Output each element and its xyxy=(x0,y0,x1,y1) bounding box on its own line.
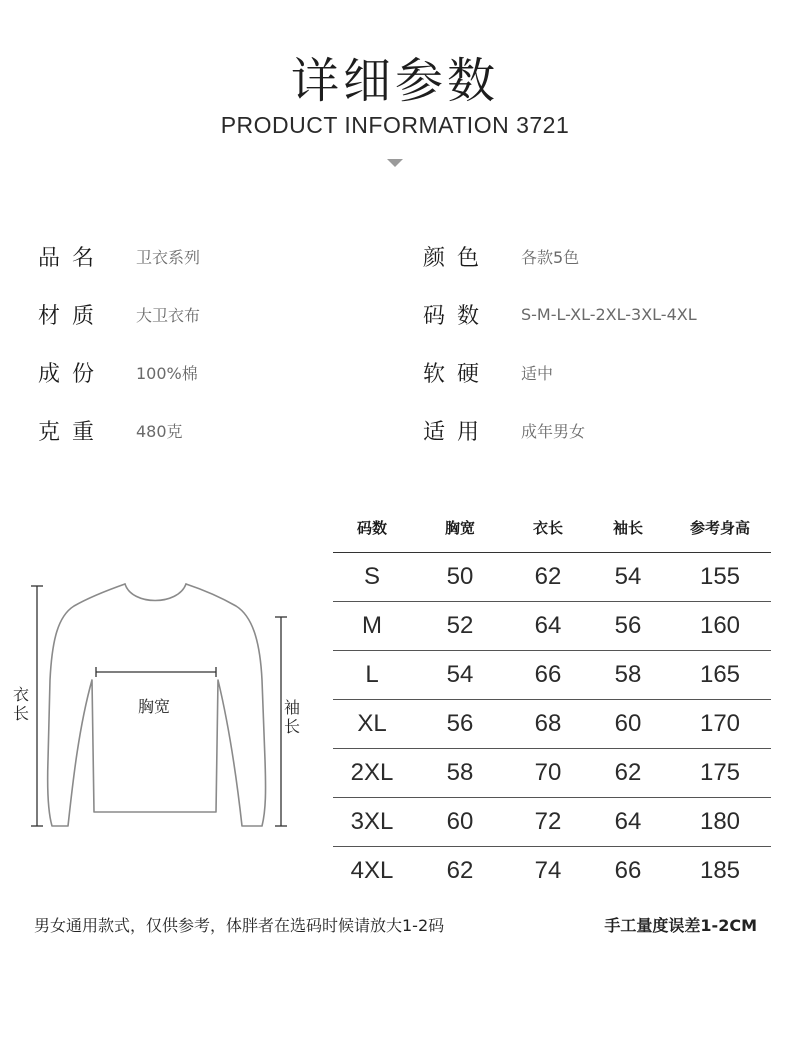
cell-chest: 58 xyxy=(411,749,509,798)
chest-label: 胸宽 xyxy=(138,697,171,716)
cell-sleeve: 62 xyxy=(587,749,669,798)
spec-item xyxy=(38,299,200,329)
header-sleeve: 袖长 xyxy=(587,503,669,553)
cell-sleeve: 58 xyxy=(587,651,669,700)
spec-item xyxy=(423,357,553,387)
cell-sleeve: 54 xyxy=(587,553,669,602)
spec-value: 大卫衣布 xyxy=(136,305,201,325)
cell-length: 66 xyxy=(509,651,587,700)
spec-value: 成年男女 xyxy=(521,421,586,441)
cell-length: 68 xyxy=(509,700,587,749)
length-label: 衣长 xyxy=(12,685,29,723)
cell-size: XL xyxy=(333,700,411,749)
table-row xyxy=(333,798,771,847)
size-note: 男女通用款式，仅供参考，体胖者在选码时候请放大1-2码 xyxy=(34,916,445,935)
cell-height: 180 xyxy=(669,798,771,847)
cell-size: 3XL xyxy=(333,798,411,847)
spec-label: 材质 xyxy=(38,303,107,329)
spec-label: 成份 xyxy=(38,361,107,387)
spec-value: 卫衣系列 xyxy=(136,247,201,267)
cell-size: 4XL xyxy=(350,857,394,884)
spec-value: 适中 xyxy=(521,363,554,383)
spec-value: 各款5色 xyxy=(521,247,580,267)
spec-value: S-M-L-XL-2XL-3XL-4XL xyxy=(521,304,697,324)
spec-item xyxy=(423,415,585,445)
cell-chest: 56 xyxy=(411,700,509,749)
spec-item xyxy=(423,241,579,271)
header-height: 参考身高 xyxy=(669,503,771,553)
spec-item xyxy=(38,241,200,271)
cell-length: 62 xyxy=(509,553,587,602)
cell-sleeve: 56 xyxy=(587,602,669,651)
cell-chest: 52 xyxy=(411,602,509,651)
cell-length: 70 xyxy=(509,749,587,798)
cell-sleeve: 66 xyxy=(614,857,642,884)
spec-item xyxy=(38,415,183,445)
cell-chest: 60 xyxy=(411,798,509,847)
table-header-row xyxy=(333,503,771,553)
cell-chest: 54 xyxy=(411,651,509,700)
chest-measure-line xyxy=(96,667,216,677)
table-row xyxy=(333,749,771,798)
cell-sleeve: 60 xyxy=(587,700,669,749)
spec-label: 适用 xyxy=(423,419,492,445)
cell-size: M xyxy=(333,602,411,651)
size-table xyxy=(333,503,771,895)
page-subtitle: PRODUCT INFORMATION 3721 xyxy=(220,112,570,138)
spec-label: 码数 xyxy=(423,303,492,329)
cell-length: 74 xyxy=(534,857,562,884)
down-arrow-icon xyxy=(387,159,403,167)
header-chest: 胸宽 xyxy=(411,503,509,553)
sweater-collar xyxy=(125,584,186,601)
cell-length: 64 xyxy=(509,602,587,651)
header-length: 衣长 xyxy=(509,503,587,553)
cell-size: L xyxy=(333,651,411,700)
spec-label: 颜色 xyxy=(423,245,492,271)
cell-size: 2XL xyxy=(333,749,411,798)
spec-value: 100%棉 xyxy=(136,363,198,383)
page-title: 详细参数 xyxy=(290,53,499,109)
tolerance-note: 手工量度误差1-2CM xyxy=(604,916,757,935)
cell-height: 175 xyxy=(669,749,771,798)
cell-chest: 50 xyxy=(411,553,509,602)
cell-height: 165 xyxy=(669,651,771,700)
cell-chest: 62 xyxy=(446,857,474,884)
spec-label: 克重 xyxy=(38,419,107,445)
cell-size: S xyxy=(333,553,411,602)
cell-height: 170 xyxy=(669,700,771,749)
length-measure-line xyxy=(31,586,43,826)
table-row xyxy=(333,602,771,651)
cell-sleeve: 64 xyxy=(587,798,669,847)
header-size: 码数 xyxy=(333,503,411,553)
table-row xyxy=(333,553,771,602)
table-row xyxy=(333,700,771,749)
spec-item xyxy=(423,299,697,329)
spec-item xyxy=(38,357,198,387)
spec-label: 品名 xyxy=(38,245,107,271)
cell-length: 72 xyxy=(509,798,587,847)
table-row xyxy=(333,651,771,700)
cell-height: 185 xyxy=(699,857,741,884)
cell-height: 155 xyxy=(669,553,771,602)
spec-value: 480克 xyxy=(136,421,183,441)
sleeve-label: 袖长 xyxy=(283,698,300,736)
table-row xyxy=(333,847,771,896)
cell-height: 160 xyxy=(669,602,771,651)
spec-label: 软硬 xyxy=(423,361,492,387)
